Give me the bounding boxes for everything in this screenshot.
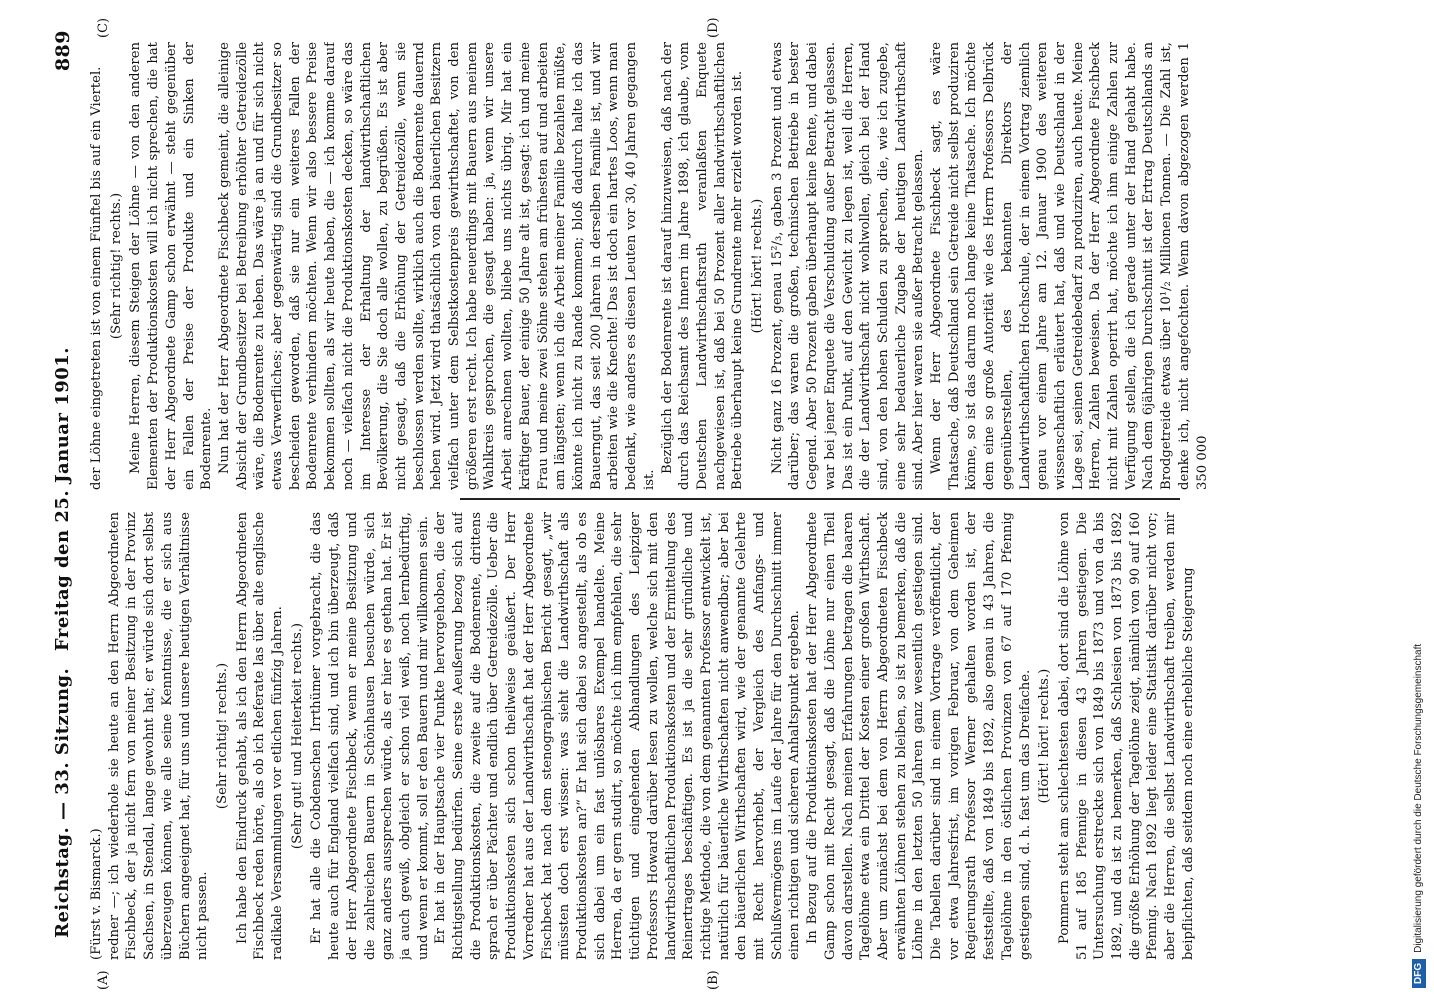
paragraph: (Fürst v. Bismarck.) xyxy=(89,828,104,960)
paragraph: Er hat in der Hauptsache vier Punkte hervorgehoben, die der Richtigstellung bedürfen. Seine erste Aeußerung bezog sich auf die Produktionskosten, die zweite auf die Bodenrente, drittens sprach er über Pächter und endlich über Getreidezölle. Ueber die Produktionskosten sich schon theilweise geäußert. Der Herr Vorredner hat aus der Landwirthschaft hat der Herr Abgeordnete Fischbeck hat nach dem stenographischen Bericht gesagt, „wir müssten doch erst wissen: was sieht die Landwirthschaft als Produktionskosten an?“ Er hat sich dabei so angestellt, als ob es sich dabei um ein fast unlösbares Exempel handelte. Meine Herren, da er gern studirt, so möchte ich ihm empfehlen, die sehr tüchtigen und eingehenden Abhandlungen des Leipziger Professors Howard darüber lesen zu wollen, welche sich mit den landwirthschaftlichen Produktionskosten und der Ermittelung des Reinertrages beschäftigen. Es ist ja die sehr gründliche und richtige Methode, die von dem genannten Professor entwickelt ist, natürlich für bäuerliche Wirthschaften nicht anwendbar; aber bei den bäuerlichen Wirthschaften wird, wie der genannte Gelehrte mit Recht hervorhebt, der Vergleich des Anfangs- und Schlußvermögens im Laufe der Jahre für den Durchschnitt immer einen richtigen und sicheren Anhaltspunkt ergeben. xyxy=(433,512,803,960)
margin-marker-b: (B) xyxy=(706,970,721,990)
interjection: (Sehr richtig! rechts.) xyxy=(214,662,230,810)
margin-marker-d: (D) xyxy=(706,17,721,38)
header-session: Reichstag. — 33. Sitzung. xyxy=(52,667,73,938)
paragraph: Ich habe den Eindruck gehabt, als ich den Herrn Abgeordneten Fischbeck reden hörte, als ob ich Referate las über alte englische radikale Versammlungen vor etlichen fünfzig Jahren. xyxy=(234,512,286,960)
margin-marker-a: (A) xyxy=(96,970,111,990)
paragraph: Wenn der Herr Abgeordnete Fischbeck sagt, es wäre Thatsache, daß Deutschland sein Getreide nicht selbst produziren könne, so ist das darum noch lange keine Thatsache. Ich möchte dem eine so große Autorität wie des Herrn Professors Delbrück gegenüberstellen, des bekannten Direktors der Landwirthschaftlichen Hochschule, der in einem Vortrag ziemlich genau vor einem Jahre am 12. Januar 1900 des weiteren wissenschaftlich erläutert hat, daß und wie Deutschland in der Lage sei, seinen Getreidebedarf zu produziren, auch heute. Meine Herren, Zahlen beweisen. Da der Herr Abgeordnete Fischbeck nicht mit Zahlen operirt hat, möchte ich ihm einige Zahlen zur Verfügung stellen, die ich gerade unter der Hand gehabt habe. Nach dem 6jährigen Durchschnitt ist der Ertrag Deutschlands an Brodgetreide etwas über 10¹/₂ Millionen Tonnen. — Die Zahl ist, denke ich, nicht angefochten. Wenn davon abgezogen werden 1 350 000 xyxy=(929,42,1210,490)
paragraph: Er hat alle die Cobdenschen Irrthümer vorgebracht, die das heute auch für England vielfach sind, und ich bin überzeugt, daß der Herr Abgeordnete Fischbeck, wenn er meine Besitzung und die zahlreichen Bauern in Schönhausen besuchen würde, sich ganz anders aussprechen würde, als er hier es gethan hat. Er ist ja auch gewiß, obgleich er schon viel weiß, noch lernbedürftig, und wenn er kommt, soll er den Bauern und mir willkommen sein. xyxy=(309,512,431,960)
interjection: (Hört! hört! rechts.) xyxy=(1037,668,1053,804)
page-header xyxy=(52,20,82,978)
column-divider xyxy=(460,498,1180,500)
paragraph: redner —; ich wiederhole sie heute an den Herrn Abgeordneten Fischbeck, der ja nicht fern von meiner Besitzung in der Provinz Sachsen, in Stendal, lange gewohnt hat; er würde sich dort selbst überzeugen können, wie alle seine Kenntnisse, die er sich aus Büchern angeeignet hat, für uns und unsere heutigen Verhältnisse nicht passen. xyxy=(106,512,211,960)
page-number: 889 xyxy=(52,30,74,72)
digitization-attribution xyxy=(1408,8,1430,992)
right-text-column xyxy=(88,42,1320,490)
paragraph: Nun hat der Herr Abgeordnete Fischbeck gemeint, die alleinige Absicht der Grundbesitzer bei Betreibung erhöhter Getreidezölle wäre, die Bodenrente zu heben. Das wäre ja an und für sich nicht etwas Verwerfliches; aber gegenwärtig sind die Grundbesitzer so bescheiden geworden, daß sie nur ein weiteres Fallen der Bodenrente verhindern möchten. Wenn wir also bessere Preise bekommen sollten, als wir heute haben, die — ich komme darauf noch — vielfach nicht die Produktionskosten decken, so wäre das im Interesse der Erhaltung der landwirthschaftlichen Bevölkerung, die Sie doch alle wollen, zu begrüßen. Es ist aber nicht gesagt, daß die Erhöhung der Getreidezölle, wenn sie beschlossen werden sollte, wirklich auch die Bodenrente dauernd heben wird. Jetzt wird thatsächlich von den bäuerlichen Besitzern vielfach unter dem Selbstkostenpreis gewirthschaftet, von den größeren erst recht. Ich habe neuerdings mit Bauern aus meinem Wahlkreis gesprochen, die gesagt haben: ja, wenn wir unsere Arbeit anrechnen wollten, bliebe uns nichts übrig. Mir hat ein kräftiger Bauer, der einige 50 Jahre alt ist, gesagt: ich und meine Frau und meine zwei Söhne stehen am frühesten auf und arbeiten am längsten; wenn ich die Arbeit meiner Familie bezahlen müßte, könnte ich nicht zu Rande kommen; bloß dadurch halte ich das Bauerngut, das seit 200 Jahren in derselben Familie ist, und wir arbeiten wie die Knechte! Das ist doch ein hartes Loos, wenn man bedenkt, wie anders es diesen Leuten vor 30, 40 Jahren gegangen ist. xyxy=(216,42,657,490)
paragraph: Pommern steht am schlechtesten dabei, dort sind die Löhne von 51 auf 185 Pfennige in diesen 43 Jahren gestiegen. Die Untersuchung erstreckte sich von 1849 bis 1873 und von da bis 1892, und da ist zu bemerken, daß Schlesien von 1873 bis 1892 die größte Erhöhung der Tagelöhne zeigt, nämlich von 90 auf 160 Pfennig. Nach 1892 liegt leider eine Statistik darüber nicht vor; aber die Herren, die selbst Landwirthschaft treiben, werden mir beipflichten, daß seitdem noch eine erhebliche Steigerung xyxy=(1056,512,1196,960)
paragraph: Meine Herren, diesem Steigen der Löhne — von den anderen Elementen der Produktionskosten will ich nicht sprechen, die hat der Herr Abgeordnete Gamp schon erwähnt — steht gegenüber ein Fallen der Preise der Produkte und ein Sinken der Bodenrente. xyxy=(128,42,215,490)
interjection: (Sehr gut! und Heiterkeit rechts.) xyxy=(289,622,305,850)
attribution-text: Digitalisierung gefördert durch die Deutsche Forschungsgemeinschaft xyxy=(1413,643,1424,953)
left-text-column xyxy=(88,512,1320,960)
paragraph: Bezüglich der Bodenrente ist darauf hinzuweisen, daß nach der durch das Reichsamt des Innern im Jahre 1898, ich glaube, vom Deutschen Landwirthschaftsrath veranlaßten Enquete nachgewiesen ist, daß bei 50 Prozent aller landwirthschaftlichen Betriebe überhaupt keine Grundrente mehr erzielt worden ist. xyxy=(659,42,746,490)
interjection: (Hört! hört! rechts.) xyxy=(750,198,766,334)
header-date: Freitag den 25. Januar 1901. xyxy=(52,346,73,652)
margin-marker-c: (C) xyxy=(96,17,111,38)
paragraph: der Löhne eingetreten ist von einem Fünftel bis auf ein Viertel. xyxy=(89,66,104,490)
interjection: (Sehr richtig! rechts.) xyxy=(108,192,124,340)
paragraph: In Bezug auf die Produktionskosten hat der Herr Abgeordnete Gamp schon mit Recht gesagt, daß die Löhne nur einen Theil davon darstellen. Nach meinen Erfahrungen betragen die baaren Tagelöhne etwa ein Drittel der Kosten einer großen Wirthschaft. Aber um zunächst bei dem von Herrn Abgeordneten Fischbeck erwähnten Löhnen stehen zu bleiben, so ist zu bemerken, daß die Löhne in den letzten 50 Jahren ganz wesentlich gestiegen sind. Die Tabellen darüber sind in einem Vortrage veröffentlicht, der vor etwa Jahresfrist, im vorigen Februar, von dem Geheimen Regierungsrath Professor Werner gehalten worden ist, der feststellte, daß von 1849 bis 1892, also genau in 43 Jahren, die Tagelöhne in den östlichen Provinzen von 67 auf 170 Pfennig gestiegen sind, d. h. fast um das Dreifache. xyxy=(805,512,1033,960)
dfg-logo: DFG xyxy=(1412,959,1426,988)
paragraph: Nicht ganz 16 Prozent, genau 15²/₃, gaben 3 Prozent und etwas darüber; das waren die großen, technischen Betriebe in bester Gegend. Aber 50 Prozent gaben überhaupt keine Rente, und dabei war bei jener Enquete die Verschuldung außer Betracht gelassen. Das ist ein Punkt, auf den Gewicht zu legen ist, weil die Herren, die der Landwirthschaft nicht wohlwollen, gleich bei der Hand sind, von den hohen Schulden zu sprechen, die, wie ich zugebe, eine sehr bedauerliche Zugabe der heutigen Landwirthschaft sind. Aber hier waren sie außer Betracht gelassen. xyxy=(769,42,927,490)
